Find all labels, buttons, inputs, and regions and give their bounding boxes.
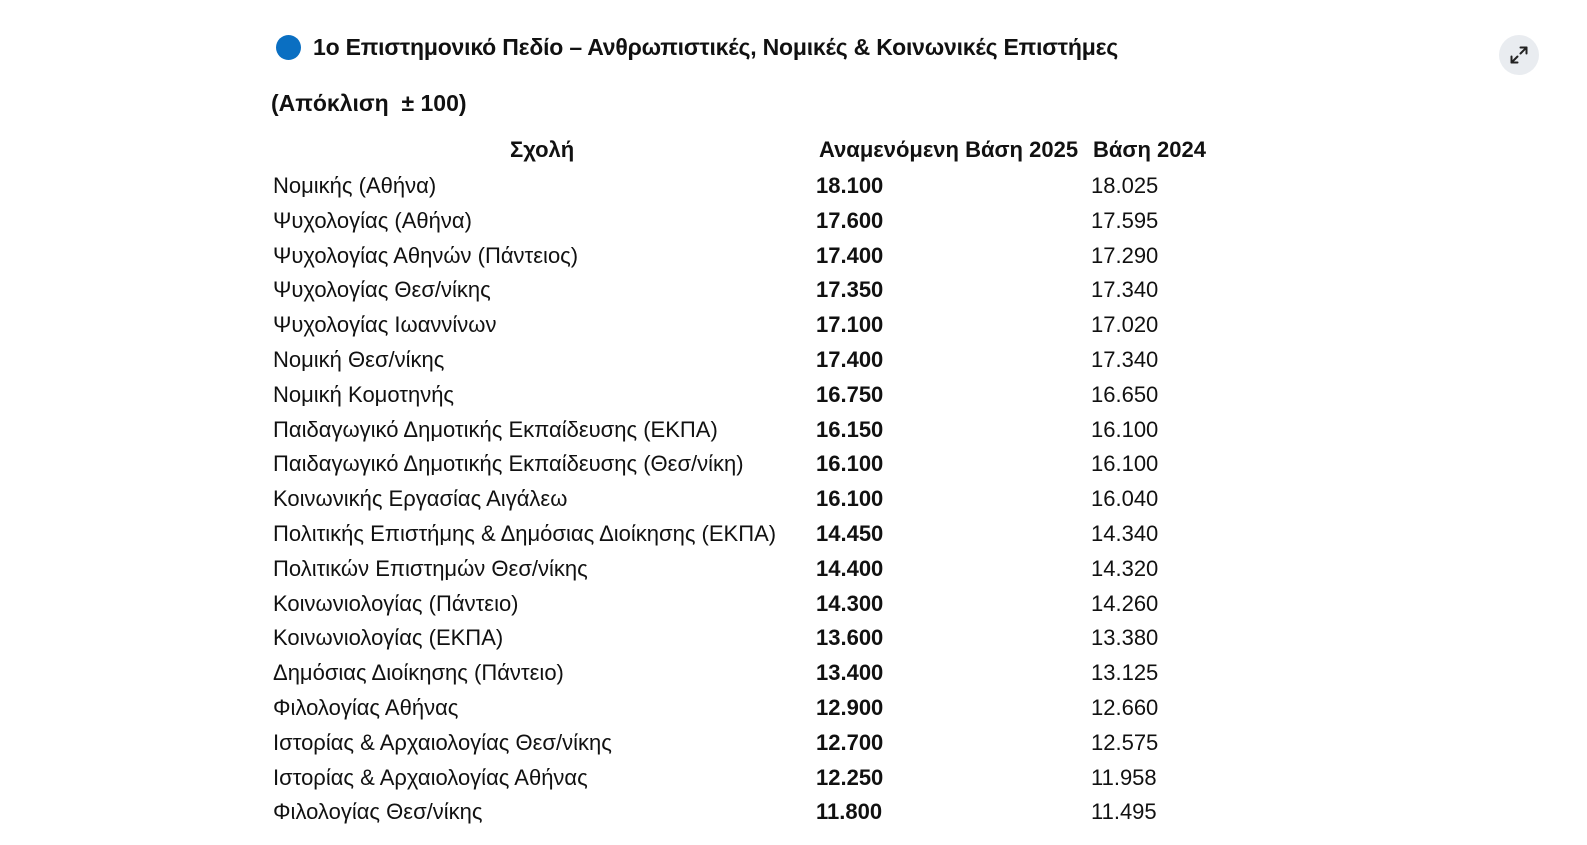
expected-base: 14.300 [816,590,884,616]
column-header-expected-2025: Αναμενόμενη Βάση 2025 [819,137,1079,162]
table-row [0,204,1587,239]
previous-base: 11.958 [1091,764,1157,790]
section-header [276,34,1118,61]
school-name: Νομική Κομοτηνής [273,381,455,407]
school-name: Φιλολογίας Θεσ/νίκης [273,799,483,825]
table-row [0,691,1587,726]
school-name: Παιδαγωγικό Δημοτικής Εκπαίδευσης (Θεσ/νίκη) [273,451,744,477]
previous-base: 12.575 [1091,729,1159,755]
school-name: Κοινωνιολογίας (Πάντειο) [273,590,519,616]
previous-base: 17.340 [1091,346,1159,372]
previous-base: 18.025 [1091,173,1159,198]
table-row [0,795,1587,830]
table-row [0,761,1587,796]
table-row [0,552,1587,587]
school-name: Πολιτικών Επιστημών Θεσ/νίκης [273,555,588,581]
school-name: Νομικής (Αθήνα) [273,173,437,198]
previous-base: 12.660 [1091,694,1159,720]
expected-base: 17.400 [816,242,884,268]
previous-base: 13.125 [1091,660,1159,686]
table-row [0,656,1587,691]
school-name: Ιστορίας & Αρχαιολογίας Θεσ/νίκης [273,729,612,755]
previous-base: 14.320 [1091,555,1159,581]
table-row [0,482,1587,517]
school-name: Φιλολογίας Αθήνας [273,694,459,720]
blue-circle-icon [276,35,301,60]
previous-base: 16.040 [1091,486,1159,512]
previous-base: 17.020 [1091,312,1159,338]
expected-base: 17.600 [816,207,884,233]
expand-button[interactable] [1499,35,1539,75]
expected-base: 12.250 [816,764,884,790]
expected-base: 13.600 [816,625,884,651]
table-row [0,621,1587,656]
expected-base: 16.150 [816,416,884,442]
table-row [0,169,1587,204]
expected-base: 17.400 [816,346,884,372]
previous-base: 16.100 [1091,451,1159,477]
table-row [0,587,1587,622]
school-name: Ιστορίας & Αρχαιολογίας Αθήνας [273,764,588,790]
table-row [0,726,1587,761]
school-name: Νομική Θεσ/νίκης [273,346,445,372]
deviation-note: (Απόκλιση ± 100) [271,90,467,116]
previous-base: 16.650 [1091,381,1159,407]
column-header-school: Σχολή [510,137,575,162]
school-name: Ψυχολογίας (Αθήνα) [273,207,472,233]
expected-base: 17.350 [816,277,884,303]
table-row [0,273,1587,308]
previous-base: 13.380 [1091,625,1159,651]
school-name: Κοινωνικής Εργασίας Αιγάλεω [273,486,568,512]
previous-base: 11.495 [1091,799,1157,825]
table-row [0,239,1587,274]
table-row [0,413,1587,448]
previous-base: 17.290 [1091,242,1159,268]
previous-base: 14.340 [1091,520,1159,546]
expected-base: 14.400 [816,555,884,581]
school-name: Κοινωνιολογίας (ΕΚΠΑ) [273,625,504,651]
school-name: Παιδαγωγικό Δημοτικής Εκπαίδευσης (ΕΚΠΑ) [273,416,718,442]
expected-base: 12.700 [816,729,884,755]
expected-base: 16.100 [816,451,884,477]
school-name: Πολιτικής Επιστήμης & Δημόσιας Διοίκησης (ΕΚΠΑ) [273,520,777,546]
expected-base: 16.100 [816,486,884,512]
expected-base: 14.450 [816,520,884,546]
previous-base: 17.595 [1091,207,1159,233]
school-name: Ψυχολογίας Θεσ/νίκης [273,277,491,303]
expected-base: 18.100 [816,173,884,198]
table-row [0,517,1587,552]
expected-base: 16.750 [816,381,884,407]
expected-base: 13.400 [816,660,884,686]
table-row [0,447,1587,482]
school-name: Δημόσιας Διοίκησης (Πάντειο) [273,660,564,686]
table-row [0,308,1587,343]
section-title: 1ο Επιστημονικό Πεδίο – Ανθρωπιστικές, Νομικές & Κοινωνικές Επιστήμες [313,34,1119,60]
school-name: Ψυχολογίας Ιωαννίνων [273,312,497,338]
expected-base: 11.800 [816,799,883,825]
school-name: Ψυχολογίας Αθηνών (Πάντειος) [273,242,579,268]
previous-base: 17.340 [1091,277,1159,303]
expand-icon [1509,45,1529,65]
previous-base: 14.260 [1091,590,1159,616]
table-body [0,169,1587,830]
expected-base: 17.100 [816,312,884,338]
table-row [0,378,1587,413]
column-header-base-2024: Βάση 2024 [1093,137,1206,162]
table-row [0,343,1587,378]
expected-base: 12.900 [816,694,884,720]
previous-base: 16.100 [1091,416,1159,442]
